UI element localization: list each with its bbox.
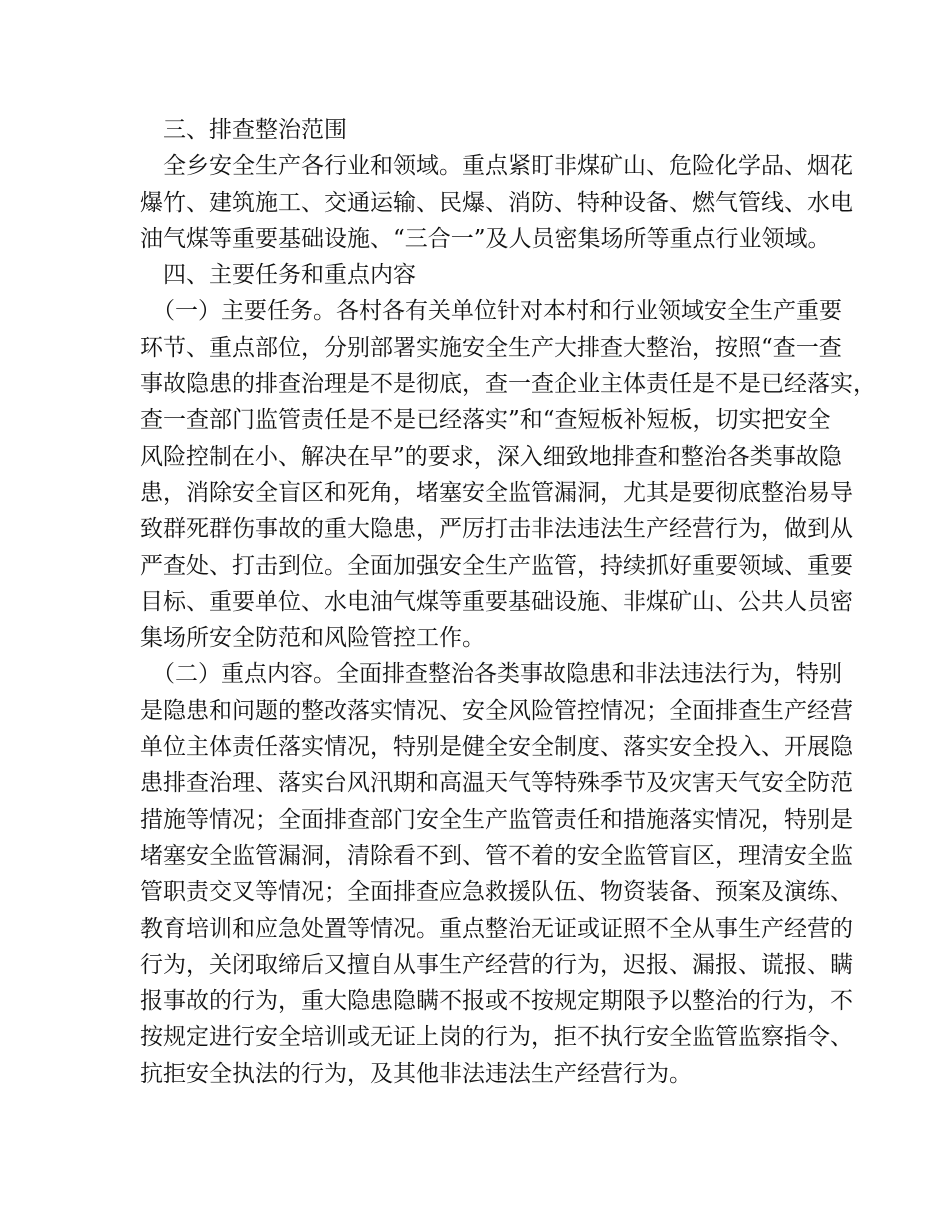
paragraph-line: 油气煤等重要基础设施、“三合一”及人员密集场所等重点行业领域。 <box>140 225 831 252</box>
section-heading-scope: 三、排查整治范围 <box>163 117 347 143</box>
paragraph-line: 教育培训和应急处置等情况。重点整治无证或证照不全从事生产经营的 <box>140 915 853 942</box>
paragraph-line: 致群死群伤事故的重大隐患，严厉打击非法违法生产经营行为，做到从 <box>140 516 853 543</box>
paragraph-line: 目标、重要单位、水电油气煤等重要基础设施、非煤矿山、公共人员密 <box>140 588 853 615</box>
paragraph-line: 严查处、打击到位。全面加强安全生产监管，持续抓好重要领域、重要 <box>140 552 853 579</box>
paragraph-line: 事故隐患的排查治理是不是彻底，查一查企业主体责任是不是已经落实， <box>140 371 876 398</box>
paragraph-line: （一）主要任务。各村各有关单位针对本村和行业领域安全生产重要 <box>152 298 842 325</box>
paragraph-line: 查一查部门监管责任是不是已经落实”和“查短板补短板，切实把安全 <box>140 407 831 434</box>
paragraph-line: 集场所安全防范和风险管控工作。 <box>140 625 485 652</box>
paragraph-line: 按规定进行安全培训或无证上岗的行为，拒不执行安全监管监察指令、 <box>140 1024 853 1051</box>
paragraph-line: 管职责交叉等情况；全面排查应急救援队伍、物资装备、预案及演练、 <box>140 879 853 906</box>
document-body <box>140 112 876 1092</box>
paragraph-line: 堵塞安全监管漏洞，清除看不到、管不着的安全监管盲区，理清安全监 <box>140 842 853 869</box>
paragraph-line: （二）重点内容。全面排查整治各类事故隐患和非法违法行为，特别 <box>152 661 842 688</box>
paragraph-line: 是隐患和问题的整改落实情况、安全风险管控情况；全面排查生产经营 <box>140 697 853 724</box>
section-heading-tasks: 四、主要任务和重点内容 <box>163 262 416 289</box>
paragraph-line: 患，消除安全盲区和死角，堵塞安全监管漏洞，尤其是要彻底整治易导 <box>140 479 853 506</box>
paragraph-line: 全乡安全生产各行业和领域。重点紧盯非煤矿山、危险化学品、烟花 <box>163 153 853 180</box>
paragraph-line: 报事故的行为，重大隐患隐瞒不报或不按规定期限予以整治的行为，不 <box>140 988 853 1015</box>
paragraph-line: 措施等情况；全面排查部门安全生产监管责任和措施落实情况，特别是 <box>140 806 853 833</box>
paragraph-line: 抗拒安全执法的行为，及其他非法违法生产经营行为。 <box>140 1060 692 1087</box>
paragraph-line: 单位主体责任落实情况，特别是健全安全制度、落实安全投入、开展隐 <box>140 734 853 761</box>
paragraph-line: 行为，关闭取缔后又擅自从事生产经营的行为，迟报、漏报、谎报、瞒 <box>140 951 853 978</box>
paragraph-line: 环节、重点部位，分别部署实施安全生产大排查大整治，按照“查一查 <box>140 334 842 361</box>
paragraph-line: 患排查治理、落实台风汛期和高温天气等特殊季节及灾害天气安全防范 <box>140 770 853 797</box>
paragraph-line: 爆竹、建筑施工、交通运输、民爆、消防、特种设备、燃气管线、水电 <box>140 189 853 216</box>
paragraph-line: 风险控制在小、解决在早”的要求，深入细致地排查和整治各类事故隐 <box>140 443 842 470</box>
